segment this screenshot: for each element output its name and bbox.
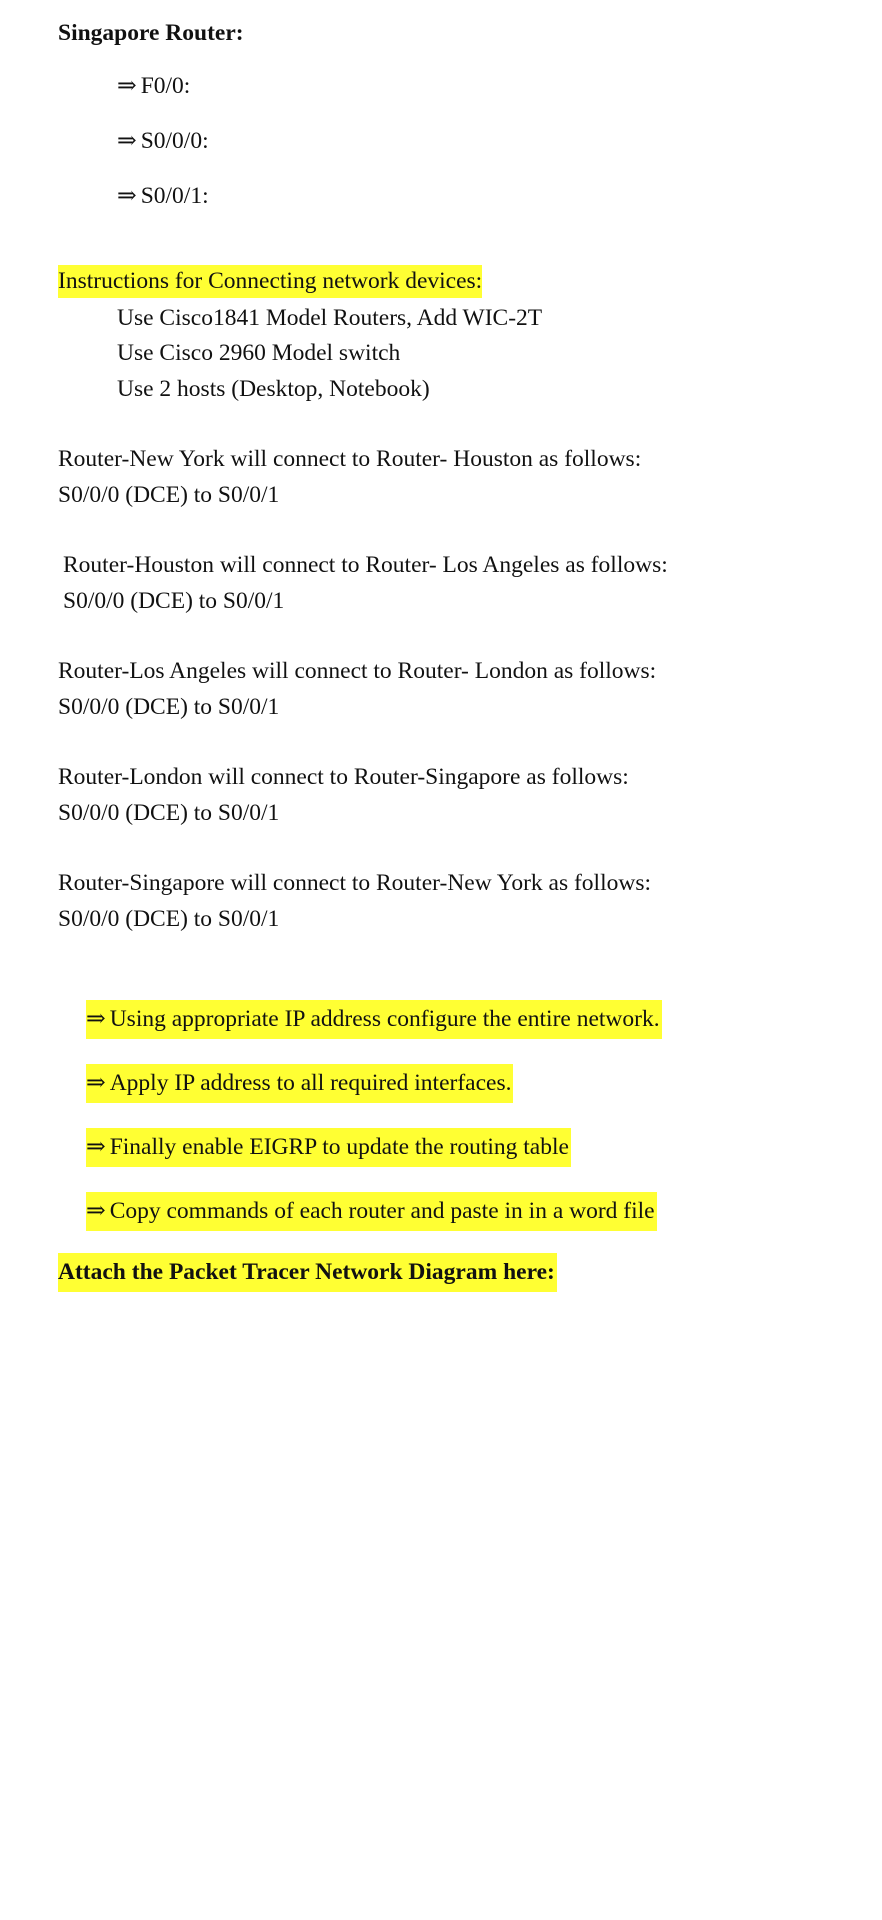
instruction-item: Use Cisco1841 Model Routers, Add WIC-2T <box>117 305 543 331</box>
double-arrow-icon: ⇒ <box>86 1134 106 1160</box>
connection-ports: S0/0/0 (DCE) to S0/0/1 <box>58 694 280 720</box>
connection-text: Router-Singapore will connect to Router-New York as follows: <box>58 870 651 896</box>
interface-item <box>117 73 190 100</box>
instruction-item: Use 2 hosts (Desktop, Notebook) <box>117 376 430 402</box>
connection-ports: S0/0/0 (DCE) to S0/0/1 <box>58 482 280 508</box>
connection-text: Router-Houston will connect to Router- Los Angeles as follows: <box>63 552 668 578</box>
task-item <box>86 1006 662 1033</box>
double-arrow-icon: ⇒ <box>117 128 137 154</box>
interface-item <box>117 128 209 155</box>
task-text: Apply IP address to all required interfaces. <box>109 1070 512 1096</box>
instructions-heading: Instructions for Connecting network devices: <box>58 268 482 295</box>
connection-text: Router-New York will connect to Router- Houston as follows: <box>58 446 642 472</box>
connection-ports: S0/0/0 (DCE) to S0/0/1 <box>63 588 285 614</box>
instruction-item: Use Cisco 2960 Model switch <box>117 340 401 366</box>
double-arrow-icon: ⇒ <box>86 1070 106 1096</box>
connection-text: Router-Los Angeles will connect to Router- London as follows: <box>58 658 657 684</box>
task-text: Copy commands of each router and paste in in a word file <box>109 1198 655 1224</box>
double-arrow-icon: ⇒ <box>86 1198 106 1224</box>
task-text: Using appropriate IP address configure the entire network. <box>109 1006 660 1032</box>
connection-ports: S0/0/0 (DCE) to S0/0/1 <box>58 800 280 826</box>
interface-item <box>117 183 209 210</box>
task-item <box>86 1198 657 1225</box>
singapore-router-title: Singapore Router: <box>58 20 244 46</box>
double-arrow-icon: ⇒ <box>117 183 137 209</box>
interface-label: S0/0/1: <box>140 183 209 209</box>
task-item <box>86 1134 571 1161</box>
task-text: Finally enable EIGRP to update the routing table <box>109 1134 569 1160</box>
interface-label: S0/0/0: <box>140 128 209 154</box>
double-arrow-icon: ⇒ <box>117 73 137 99</box>
attach-diagram-heading: Attach the Packet Tracer Network Diagram here: <box>58 1259 557 1286</box>
connection-ports: S0/0/0 (DCE) to S0/0/1 <box>58 906 280 932</box>
connection-text: Router-London will connect to Router-Singapore as follows: <box>58 764 629 790</box>
task-item <box>86 1070 513 1097</box>
interface-label: F0/0: <box>140 73 191 99</box>
double-arrow-icon: ⇒ <box>86 1006 106 1032</box>
